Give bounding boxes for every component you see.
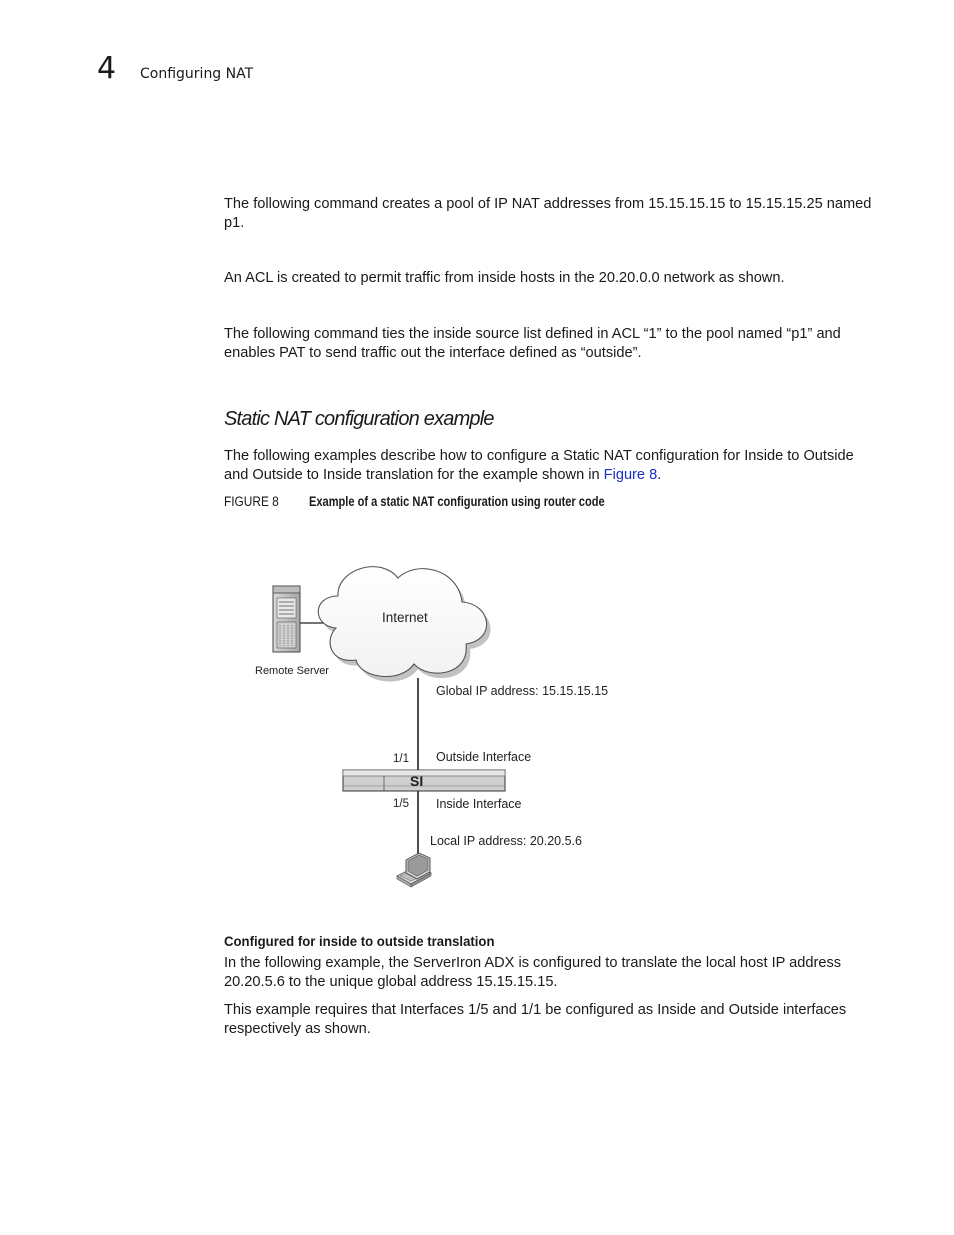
- port-outside-label: 1/1: [393, 753, 409, 765]
- figure-caption: Example of a static NAT configuration using router code: [309, 494, 605, 509]
- serveriron-switch-icon: [343, 770, 505, 791]
- section-intro-end: .: [657, 467, 662, 483]
- paragraph-pool-command: The following command creates a pool of IP NAT addresses from 15.15.15.15 to 15.15.15.25 named p1.: [224, 196, 872, 231]
- figure-label: FIGURE 8: [224, 494, 279, 509]
- switch-label: SI: [410, 773, 424, 789]
- global-ip-label: Global IP address: 15.15.15.15: [436, 684, 609, 698]
- section-heading: Static NAT configuration example: [224, 408, 494, 430]
- section-intro-text: The following examples describe how to configure a Static NAT configuration for Inside to Outside and Outside to Inside translation for the example shown in: [224, 448, 854, 483]
- subsection-heading: Configured for inside to outside translation: [224, 933, 495, 949]
- internet-label: Internet: [382, 610, 428, 625]
- chapter-title: Configuring NAT: [140, 66, 254, 82]
- outside-interface-label: Outside Interface: [436, 750, 532, 764]
- local-ip-label: Local IP address: 20.20.5.6: [430, 834, 582, 848]
- subsection-paragraph-1: In the following example, the ServerIron ADX is configured to translate the local host IP address 20.20.5.6 to the unique global address 15.15.15.15.: [224, 955, 842, 990]
- paragraph-pat: The following command ties the inside source list defined in ACL “1” to the pool named “p1” and enables PAT to send traffic out the interface defined as “outside”.: [224, 326, 841, 361]
- inside-interface-label: Inside Interface: [436, 797, 522, 811]
- subsection-paragraph-2: This example requires that Interfaces 1/5 and 1/1 be configured as Inside and Outside interfaces respectively as shown.: [224, 1002, 847, 1037]
- port-inside-label: 1/5: [393, 798, 409, 810]
- chapter-number: 4: [97, 51, 117, 86]
- figure-8-link[interactable]: Figure 8: [603, 467, 658, 483]
- server-icon: [273, 586, 300, 652]
- workstation-icon: [397, 853, 431, 887]
- paragraph-acl: An ACL is created to permit traffic from inside hosts in the 20.20.0.0 network as shown.: [224, 270, 785, 286]
- remote-server-label: Remote Server: [255, 665, 329, 677]
